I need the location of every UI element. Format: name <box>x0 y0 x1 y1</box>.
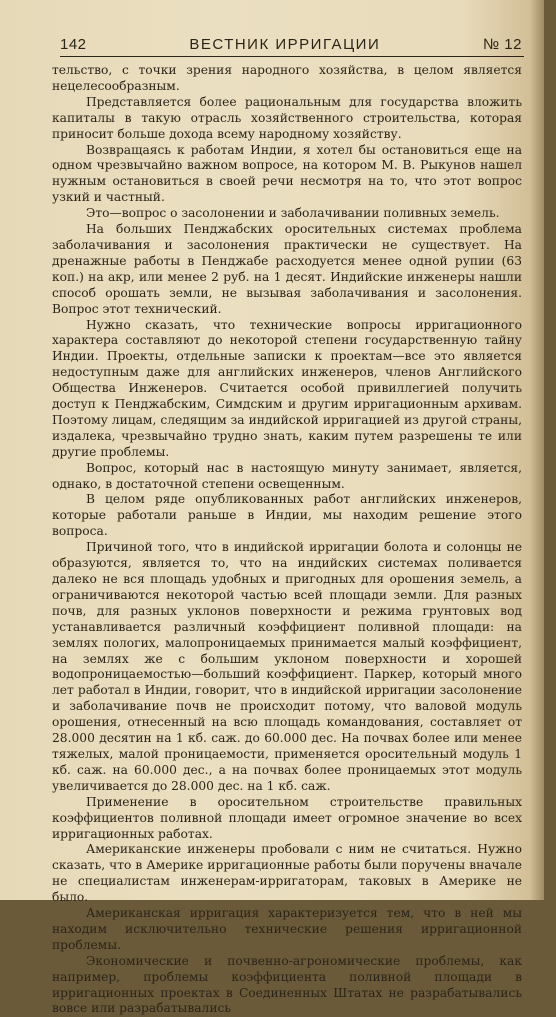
paragraph-5: На больших Пенджабских оросительных системах пр⁠о⁠блема заболачивания и засолонения практически не существует. На дренажные работы в Пенджабе расходуется менее одной рупии (63 коп.) на акр, или менее 2 руб. на 1 десят. Индийские инженеры нашли способ орошать земли, не вызывая заболачивания и засолонения. Вопрос этот технический. <box>52 222 522 316</box>
paragraph-3: Возвращаясь к работам Индии, я хотел бы остановиться еще на одном чрезвычайно важном вопросе, на котором М. В. Рыкунов нашел нужным остановиться в своей речи несмотря на то, что этот вопрос узкий и частный. <box>52 142 522 205</box>
page-number: 142 <box>60 36 87 53</box>
paragraph-6: Нужно сказать, что технические вопросы ирригационного характера составляют до некоторой степени государственную тайну Индии. Проекты, отдельные записки к проектам—все это является недоступным даже для английских инженеров, членов Английского Общества Инженеров. Считается особой привиллегией получить доступ к Пенджабским, Симдским и другим ирригационным архивам. Поэтому лицам, следящим за индийской ирригацией из другой страны, издалека, чрезвычайно трудно знать, каким путем разрешены те или другие проблемы. <box>52 317 522 459</box>
header-rule <box>60 56 524 57</box>
paragraph-13: Экономические и почвенно-агрономические проблемы, как например, проблемы коэффициента поливной площади в ирригационных проектах в Соединенных Штатах не разрабатывались вовсе или разрабатывались <box>52 953 522 1016</box>
paragraph-8: В целом ряде опубликованных работ английских инженеров, которые работали раньше в Индии, мы находим решение этого вопроса. <box>52 492 522 539</box>
paragraph-12: Американская ирригация характеризуется тем, что в ней мы находим исключительно технические решения ирригационной проблемы. <box>52 906 522 952</box>
paragraph-11: Американские инженеры пробовали с ним не считаться. Нужно сказать, что в Америке ирригационные работы были поручены вначале не специалистам инженерам-ирригаторам, таковых в Америке не было. <box>52 842 522 905</box>
paragraph-7: Вопрос, который нас в настоящую минуту занимает, является, однако, в достаточной степени освещенным. <box>52 460 522 491</box>
paragraph-2: Представляется более рациональным для государства вложить капиталы в такую отрасль хозяйственного строительства, которая приносит больше дохода всему народному хозяйству. <box>52 94 522 141</box>
article-body <box>52 63 522 1017</box>
journal-title: ВЕСТНИК ИРРИГАЦИИ <box>189 36 381 53</box>
page-edge-shadow <box>530 0 544 900</box>
issue-number: № 12 <box>483 36 522 53</box>
paragraph-4: Это—вопрос о засолонении и заболачивании поливных земель. <box>86 206 500 221</box>
paragraph-9: Причиной того, что в индийской ирригации болота и солонцы не образуются, является то, что на индийских системах поливается далеко не вся площадь удобных и пригодных для орошения земель, а ограничиваются некоторой частью всей площади земли. Для разных почв, для разных уклонов поверхности и режима грунтовых вод устанавливается различный коэффициент поливной площади: на землях пологих, малопроницаемых принимается малый коэффициент, на землях же с большим уклоном поверхности и хорошей водопроницаемостью—больший коэффициент. Паркер, который много лет работал в Индии, говорит, что в индийской ирригации засолонение и заболачивание почв не происходит потому, что валовой модуль орошения, отнесенный на всю площадь командования, составляет от 28.000 десятин на 1 кб. саж. до 60.000 дес. На почвах более или менее тяжелых, малой проницаемости, применяется оросительный модуль 1 кб. саж. на 60.000 дес., а на почвах более проницаемых этот модуль увеличивается до 28.000 дес. на 1 кб. саж. <box>52 540 522 793</box>
running-header <box>60 31 522 53</box>
paragraph-1: тельство, с точки зрения народного хозяйства, в целом является нецелесообразным. <box>52 63 522 93</box>
paragraph-10: Применение в оросительном строительстве правильных коэффициентов поливной площади имеет огромное значение во всех ирригационных работах. <box>52 794 522 841</box>
